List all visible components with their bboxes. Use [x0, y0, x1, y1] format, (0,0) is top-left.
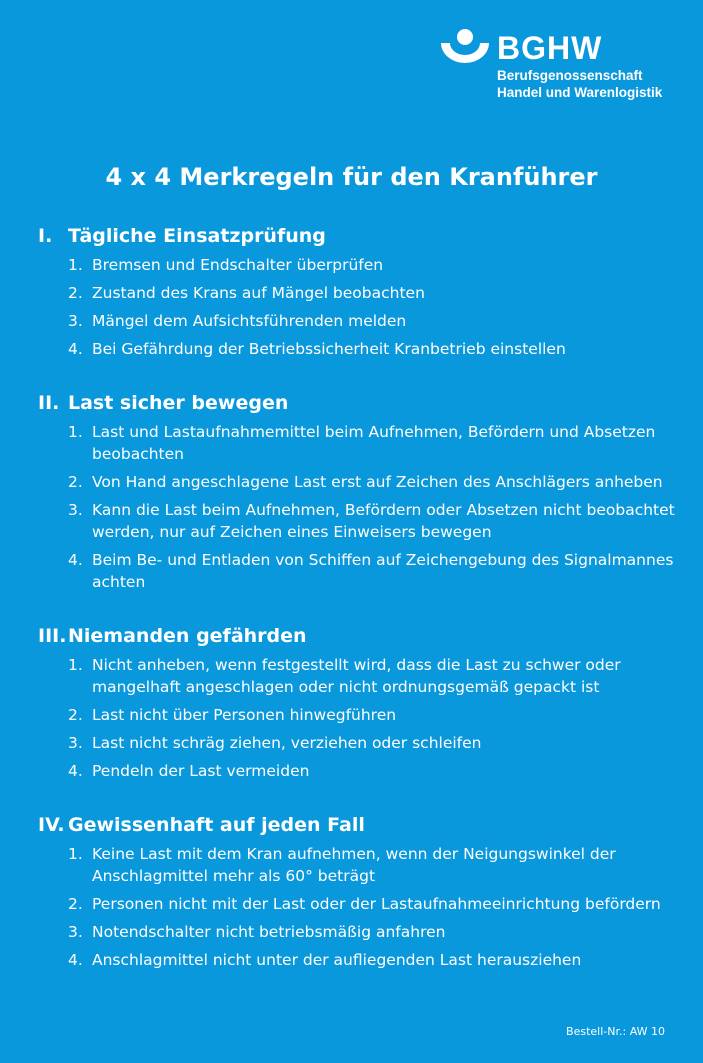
- rule-item-text: Beim Be- und Entladen von Schiffen auf Zeichengebung des Signalmannes achten: [92, 551, 674, 591]
- bghw-logo-icon: [440, 28, 490, 64]
- section-heading: [38, 221, 678, 251]
- rule-item-number-text: 2.: [68, 706, 83, 724]
- rule-item: [38, 760, 678, 782]
- section-heading: [38, 810, 678, 840]
- page-title: 4 x 4 Merkregeln für den Kranführer: [105, 163, 598, 191]
- rule-item-text: Keine Last mit dem Kran aufnehmen, wenn der Neigungswinkel der Anschlagmittel mehr als 60° beträgt: [92, 845, 616, 885]
- rule-item-number: [38, 843, 92, 887]
- rule-item: [38, 549, 678, 593]
- rule-item-number: [38, 310, 92, 332]
- rule-item-number-text: 3.: [68, 501, 83, 519]
- section-heading-text: Gewissenhaft auf jeden Fall: [68, 814, 365, 836]
- rule-item-number: [38, 921, 92, 943]
- section-heading: [38, 388, 678, 418]
- rules-list: [38, 221, 678, 999]
- section-heading: [38, 621, 678, 651]
- rule-item-number-text: 3.: [68, 923, 83, 941]
- rule-item: [38, 471, 678, 493]
- rule-item-number-text: 1.: [68, 845, 83, 863]
- rule-item-number-text: 4.: [68, 340, 83, 358]
- logo-name: BGHW: [497, 30, 603, 66]
- rule-item-number-text: 1.: [68, 256, 83, 274]
- rule-item: [38, 732, 678, 754]
- rule-item: [38, 893, 678, 915]
- rule-item-text: Nicht anheben, wenn festgestellt wird, dass die Last zu schwer oder mangelhaft angeschlagen oder nicht ordnungsgemäß gepackt ist: [92, 656, 621, 696]
- section-heading-text: Last sicher bewegen: [68, 392, 289, 414]
- rule-item: [38, 421, 678, 465]
- rule-item: [38, 654, 678, 698]
- section-heading-text: Niemanden gefährden: [68, 625, 307, 647]
- rule-item-text: Last nicht schräg ziehen, verziehen oder schleifen: [92, 734, 482, 752]
- rule-item-number: [38, 471, 92, 493]
- rule-item: [38, 338, 678, 360]
- section-numeral: I.: [38, 225, 53, 247]
- rule-item: [38, 704, 678, 726]
- rule-item: [38, 310, 678, 332]
- rule-items: [38, 254, 678, 360]
- rule-item-number: [38, 893, 92, 915]
- rule-section: [38, 621, 678, 782]
- rule-item-number-text: 4.: [68, 551, 83, 569]
- rule-item-number-text: 2.: [68, 284, 83, 302]
- rule-item-number-text: 4.: [68, 951, 83, 969]
- order-number: Bestell-Nr.: AW 10: [566, 1025, 665, 1038]
- rule-item-number: [38, 704, 92, 726]
- rule-item: [38, 921, 678, 943]
- rule-item-text: Personen nicht mit der Last oder der Lastaufnahmeeinrichtung befördern: [92, 895, 661, 913]
- rule-item-number: [38, 499, 92, 543]
- rule-item-text: Zustand des Krans auf Mängel beobachten: [92, 284, 425, 302]
- rule-item-number: [38, 760, 92, 782]
- rule-item: [38, 499, 678, 543]
- rule-item-number-text: 3.: [68, 734, 83, 752]
- rule-item-text: Pendeln der Last vermeiden: [92, 762, 310, 780]
- rule-item-text: Bei Gefährdung der Betriebssicherheit Kranbetrieb einstellen: [92, 340, 566, 358]
- bghw-logo: [440, 28, 670, 103]
- logo-subtitle-line1: Berufsgenossenschaft: [497, 68, 643, 83]
- rule-item-text: Von Hand angeschlagene Last erst auf Zeichen des Anschlägers anheben: [92, 473, 663, 491]
- rule-item: [38, 843, 678, 887]
- rule-section: [38, 810, 678, 971]
- rule-item-number: [38, 654, 92, 698]
- rule-item-text: Bremsen und Endschalter überprüfen: [92, 256, 384, 274]
- rule-item: [38, 949, 678, 971]
- rule-item-number: [38, 338, 92, 360]
- rule-item-number-text: 4.: [68, 762, 83, 780]
- rule-item-number-text: 1.: [68, 656, 83, 674]
- rule-items: [38, 843, 678, 971]
- rule-items: [38, 421, 678, 593]
- rule-item: [38, 282, 678, 304]
- rule-item-number: [38, 282, 92, 304]
- rule-item: [38, 254, 678, 276]
- rule-item-number: [38, 549, 92, 593]
- section-numeral: III.: [38, 625, 67, 647]
- rule-item-number: [38, 254, 92, 276]
- rule-item-text: Last nicht über Personen hinwegführen: [92, 706, 397, 724]
- rule-item-number: [38, 421, 92, 465]
- rule-item-text: Notendschalter nicht betriebsmäßig anfahren: [92, 923, 446, 941]
- logo-subtitle: [497, 67, 662, 101]
- rule-item-text: Mängel dem Aufsichtsführenden melden: [92, 312, 407, 330]
- rule-item-number-text: 3.: [68, 312, 83, 330]
- rule-item-text: Kann die Last beim Aufnehmen, Befördern oder Absetzen nicht beobachtet werden, nur auf Zeichen eines Einweisers bewegen: [92, 501, 675, 541]
- rule-item-number-text: 2.: [68, 473, 83, 491]
- section-numeral: II.: [38, 392, 60, 414]
- section-heading-text: Tägliche Einsatzprüfung: [68, 225, 326, 247]
- rule-item-number-text: 1.: [68, 423, 83, 441]
- rule-item-text: Last und Lastaufnahmemittel beim Aufnehmen, Befördern und Absetzen beobachten: [92, 423, 656, 463]
- section-numeral: IV.: [38, 814, 65, 836]
- rule-item-number-text: 2.: [68, 895, 83, 913]
- rule-item-number: [38, 732, 92, 754]
- rule-items: [38, 654, 678, 782]
- rule-item-text: Anschlagmittel nicht unter der aufliegenden Last herausziehen: [92, 951, 582, 969]
- rule-item-number: [38, 949, 92, 971]
- rule-section: [38, 221, 678, 360]
- rule-section: [38, 388, 678, 593]
- logo-subtitle-line2: Handel und Warenlogistik: [497, 85, 663, 100]
